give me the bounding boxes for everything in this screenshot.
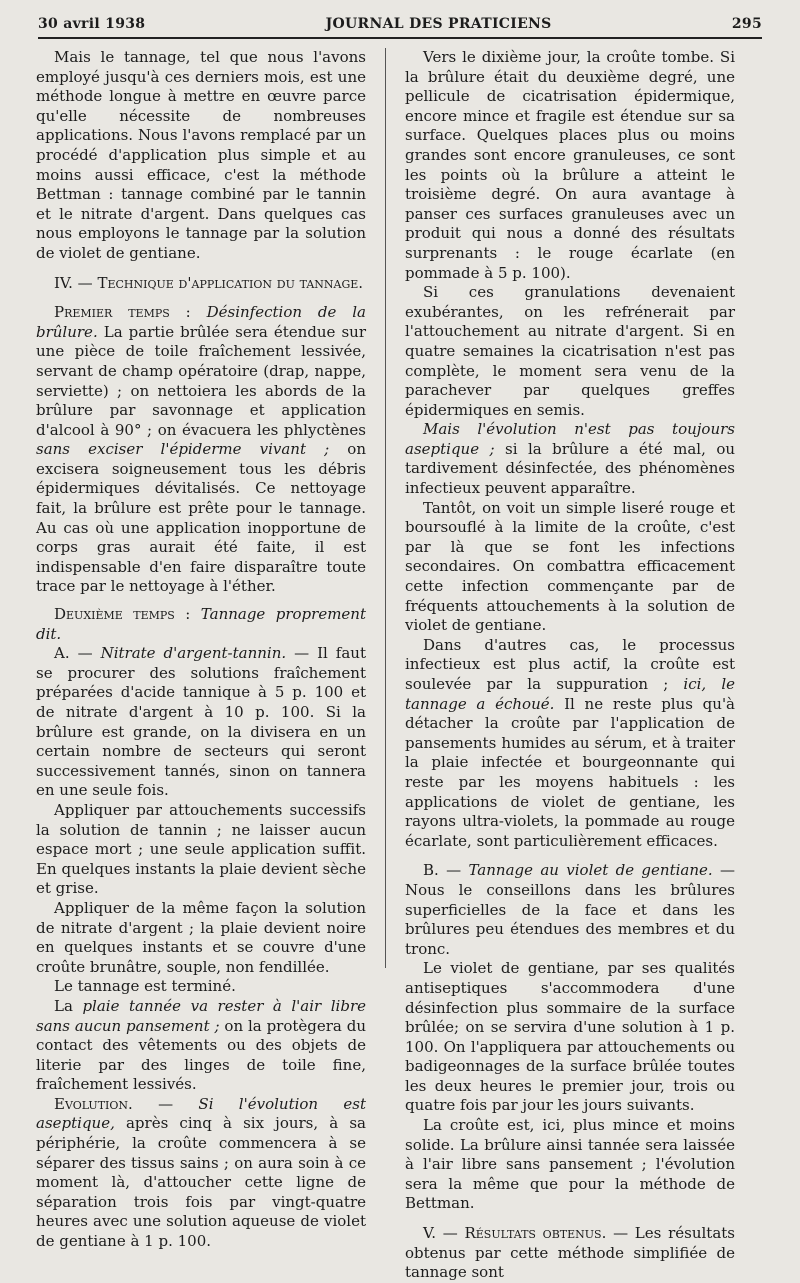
section-heading-iv [36,274,366,294]
page-header [38,16,762,38]
section-title: Technique d'application du tannage. [97,273,364,292]
heading-deuxieme-temps: Deuxième temps : Tannage proprement dit. [36,605,366,643]
section-title: Résultats obtenus. [464,1224,607,1243]
paragraph-liseré-rouge: Tantôt, on voit un simple liseré rouge et boursouflé à la limite de la croûte, c'est par là que se font les infections secondaires. On combattra efficacement cette infection commençante par de fréquents attouchements à la solution de violet de gentiane. [405,498,735,635]
paragraph-premier-temps: Premier temps : Désinfection de la brûlure. La partie brûlée sera étendue sur une pièce de toile fraîchement lessivée, servant de champ opératoire (drap, nappe, serviette) ; on nettoiera les abords de la brûlure par savonnage et application d'alcool à 90° ; on évacuera les phlyctènes sans exciser l'épiderme vivant ; on excisera soigneusement tous les débris épidermiques dévitalisés. Ce nettoyage fait, la brûlure est prête pour le tannage. Au cas où une application inopportune de corps gras aurait été faite, il est indispensable d'en faire disparaître toute trace par le nettoyage à l'éther. [36,303,366,596]
paragraph-evolution: Evolution. — Si l'évolution est aseptique, après cinq à six jours, à sa périphérie, la croûte commencera à se séparer des tissus sains ; on aura soin à ce moment là, d'attoucher cette ligne de séparation trois fois par vingt-quatre heures avec une solution aqueuse de violet de gentiane à 1 p. 100. [36,1094,366,1251]
paragraph-granulations: Si ces granulations devenaient exubérantes, on les refrénerait par l'attouchement au nitrate d'argent. Si en quatre semaines la cicatrisation n'est pas complète, le moment sera venu de la parachever par quelques greffes épidermiques en semis. [405,283,735,419]
subsection-title: Tannage au violet de gentiane. [468,861,713,880]
step-label: Evolution. [54,1094,133,1113]
paragraph-processus-infectieux: Dans d'autres cas, le processus infectieux est plus actif, la croûte est soulevée par la suppuration ; ici, le tannage a échoué. Il ne reste plus qu'à détacher la croûte par l'application de pansements humides au sérum, et à traiter la plaie infectée et bourgeonnante qui reste par les moyens habituels : les applications de violet de gentiane, les rayons ultra-violets, la pommade au rouge écarlate, sont particulièrement efficaces. [405,635,736,850]
paragraph-antiseptique: Le violet de gentiane, par ses qualités antiseptiques s'accommodera d'une désinfection plus sommaire de la surface brûlée; on se servira d'une solution à 1 p. 100. On l'appliquera par attouchements ou badigeonnages de la surface brûlée toutes les deux heures le premier jour, trois ou quatre fois par jour les jours suivants. [405,959,735,1115]
step-title: Tannage proprement dit. [36,605,366,643]
header-journal-title: JOURNAL DES PRATICIENS [325,16,552,32]
paragraph-tannage-intro: Mais le tannage, tel que nous l'avons employé jusqu'à ces derniers mois, est une méthode longue à mettre en œuvre parce qu'elle nécessite de nombreuses applications. Nous l'avons remplacé par un procédé d'application plus simple et au moins aussi efficace, c'est la méthode Bettman : tannage combiné par le tannin et le nitrate d'argent. Dans quelques cas nous employons le tannage par la solution de violet de gentiane. [36,48,366,262]
header-rule [38,37,762,39]
paragraph-appliquer-tannin: Appliquer par attouchements successifs la solution de tannin ; ne laisser aucun espace mort ; une seule application suffit. En quelques instants la plaie devient sèche et grise. [36,800,366,898]
subsection-title: Nitrate d'argent-tannin. [100,644,287,663]
paragraph-croute-mince: La croûte est, ici, plus mince et moins solide. La brûlure ainsi tannée sera laissée à l'air libre sans pansement ; l'évolution sera la même que pour la méthode de Bettman. [405,1116,735,1213]
section-number: IV. — [54,273,98,292]
paragraph-dixieme-jour: Vers le dixième jour, la croûte tombe. Si la brûlure était du deuxième degré, une pellicule de cicatrisation épidermique, encore mince et fragile est étendue sur sa surface. Quelques places plus ou moins grandes sont encore granuleuses, ce sont les points où la brûlure a atteint le troisième degré. On aura avantage à panser ces surfaces granuleuses avec un produit qui nous a donné des résultats surprenants : le rouge écarlate (en pommade à 5 p. 100). [405,48,735,282]
step-label: Premier temps [54,303,170,322]
paragraph-nitrate-tannin: A. — Nitrate d'argent-tannin. — Il faut se procurer des solutions fraîchement préparées d'acide tannique à 5 p. 100 et de nitrate d'argent à 10 p. 100. Si la brûlure est grande, on la divisera en un certain nombre de secteurs qui seront successivement tannés, sinon on tannera en une seule fois. [36,644,366,800]
paragraph-violet-gentiane: B. — Tannage au violet de gentiane. — Nous le conseillons dans les brûlures superficielles de la face et dans les brûlures peu étendues des membres et du tronc. [405,861,735,958]
left-column [36,48,366,1252]
paragraph-appliquer-nitrate: Appliquer de la même façon la solution de nitrate d'argent ; la plaie devient noire en quelques instants et se couvre d'une croûte brunâtre, souple, non fendillée. [36,898,366,976]
right-column [405,48,735,1283]
column-divider [385,48,386,968]
header-date: 30 avril 1938 [38,16,146,32]
step-title: Désinfection de la brûlure. [36,303,366,341]
paragraph-plaie-tannee: La plaie tannée va rester à l'air libre sans aucun pansement ; on la protègera du contact des vêtements ou des objets de literie par des linges de toile fine, fraîchement lessivés. [36,996,367,1094]
step-label: Deuxième temps [54,605,175,624]
section-heading-v: V. — Résultats obtenus. — Les résultats obtenus par cette méthode simplifiée de tannage sont [405,1224,735,1282]
paragraph-tannage-termine: Le tannage est terminé. [54,977,236,996]
paragraph-evolution-non-aseptique: Mais l'évolution n'est pas toujours aseptique ; si la brûlure a été mal, ou tardivement désinfectée, des phénomènes infectieux peuvent apparaître. [405,420,736,498]
header-page-number: 295 [731,16,762,32]
